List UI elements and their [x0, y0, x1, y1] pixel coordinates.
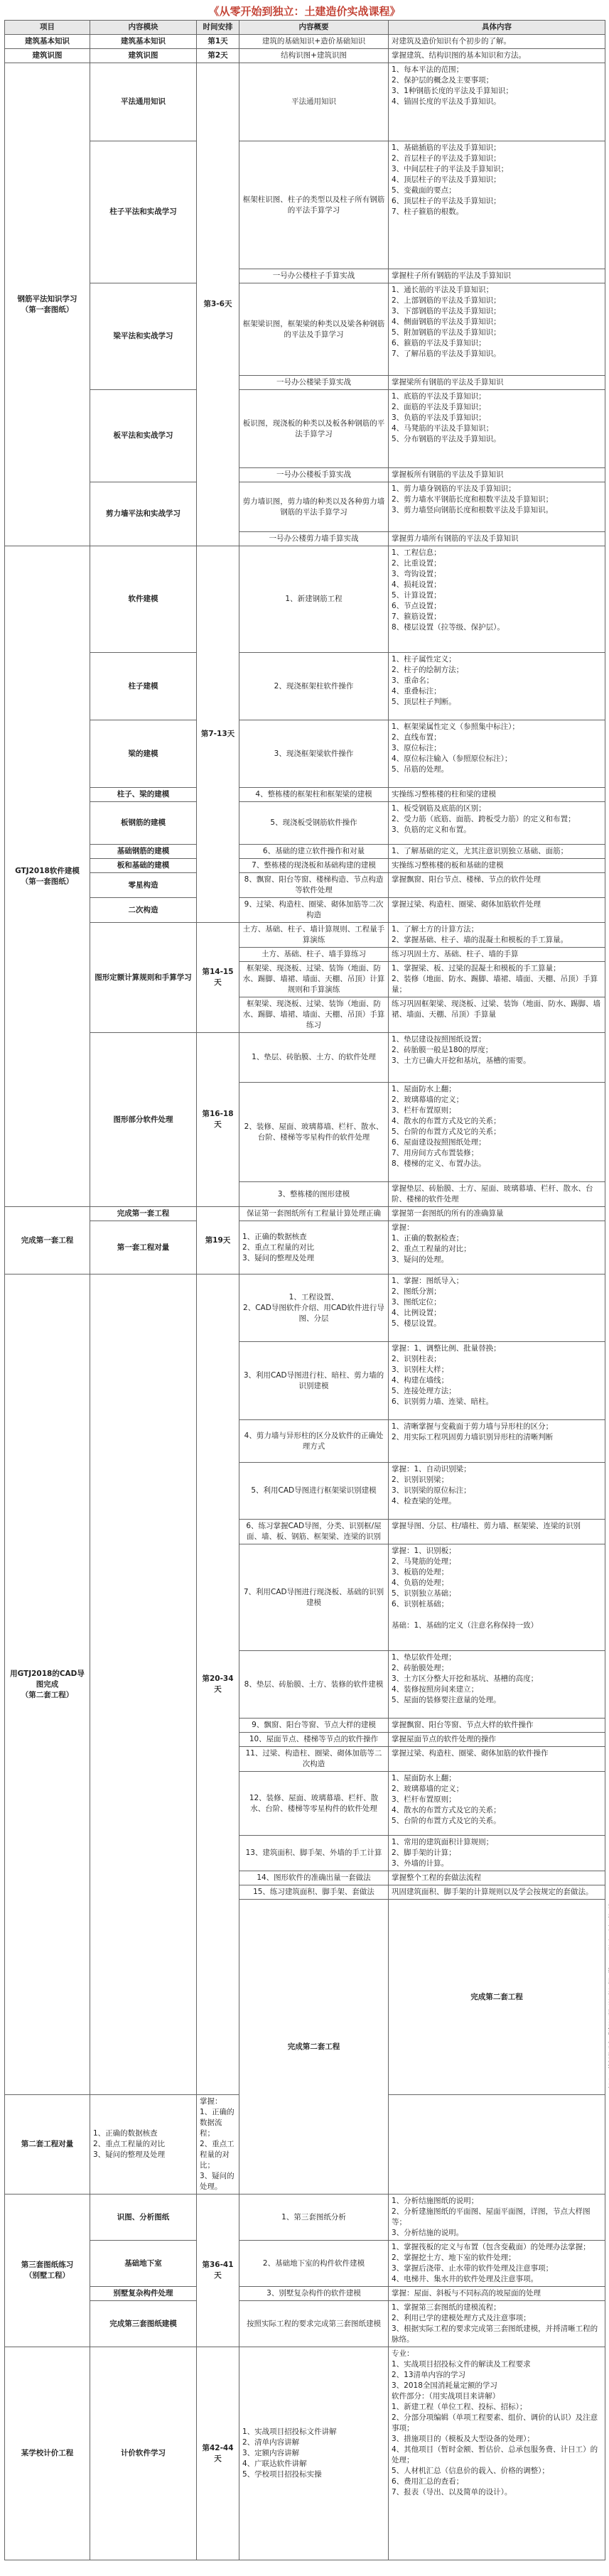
detail-cell: 实操练习整栋楼的板和基础的建模 — [389, 859, 605, 873]
detail-cell: 掌握： 1、正确的数据检查； 2、重点工程量的对比； 3、疑问的处理。 — [389, 1221, 605, 1275]
detail-cell: 1、掌握第三套图纸的建模流程； 2、利用已学的建模处理方式及注意事项； 3、根据实际工程的要求完成第三套图纸建模，并捋清晰工程的脉络。 — [389, 2301, 605, 2347]
detail-cell: 1、掌握：图纸导入； 2、图纸分割； 3、图纸定位； 4、比例设置； 5、楼层设置。 — [389, 1275, 605, 1342]
module-cell: 识图、分析图纸 — [90, 2195, 197, 2241]
table-row — [5, 2287, 605, 2301]
header-module: 内容模块 — [90, 21, 197, 35]
summary-cell: 1、第三套图纸分析 — [239, 2195, 389, 2241]
summary-cell: 一号办公楼梁手算实战 — [239, 376, 389, 390]
module-cell — [90, 1275, 197, 2095]
table-header-row — [5, 21, 605, 35]
table-row — [5, 2301, 605, 2347]
module-cell: 柱子平法和实战学习 — [90, 141, 197, 283]
module-cell: 完成第二套工程 — [389, 1900, 605, 2095]
detail-cell: 掌握：1、识别板； 2、马凳筋的处理； 3、板筋的处理； 4、负筋的处理； 5、识别独立基础； 6、识别桩基础； 基础：1、基础的定义（注意名称保持一致） — [389, 1544, 605, 1651]
detail-cell: 1、框架梁属性定义（参照集中标注）； 2、直线布置； 3、原位标注； 4、原位标注输入（参照原位标注）； 5、吊筋的处理。 — [389, 720, 605, 788]
module-cell: 柱子建模 — [90, 653, 197, 720]
detail-cell: 实操练习整栋楼的柱和梁的建模 — [389, 788, 605, 802]
module-cell: 计价软件学习 — [90, 2347, 197, 2560]
summary-cell: 1、垫层、砖胎膜、土方、的软件处理 — [239, 1033, 389, 1083]
detail-cell: 掌握垫层、砖胎膜、土方、屋面、玻璃幕墙、栏杆、散水、台阶、楼梯的软件处理 — [389, 1182, 605, 1207]
time-cell: 第3-6天 — [197, 63, 239, 546]
module-cell: 柱子、梁的建模 — [90, 788, 197, 802]
summary-cell: 6、基础的建立软件操作和对量 — [239, 845, 389, 859]
module-cell: 完成第三套图纸建模 — [90, 2301, 197, 2347]
detail-cell: 1、掌握筏板的定义与布置（包含变截面）的处理办法掌握； 2、掌握挖土方、地下室的软件处理； 3、掌握后浇带、止水带的软件处理及注意事项； 4、电梯井、集水井的软件处理及注意事项。 — [389, 2241, 605, 2287]
module-cell: 板平法和实战学习 — [90, 390, 197, 482]
header-project: 项目 — [5, 21, 90, 35]
detail-cell: 1、了解土方的计算方法； 2、掌握基础、柱子、墙的混凝土和模板的手工算量。 — [389, 923, 605, 948]
detail-cell: 对建筑及造价知识有个初步的了解。 — [389, 35, 605, 49]
summary-cell: 一号办公楼板手算实战 — [239, 468, 389, 482]
detail-cell: 1、每本平法的范围； 2、保护层的概念及主要事项； 3、1种钢筋长度的平法及手算知识； 4、锚固长度的平法及手算知识。 — [389, 63, 605, 141]
detail-cell: 掌握过梁、构造柱、圈梁、砌体加筋软件处理 — [389, 898, 605, 923]
table-row — [5, 141, 605, 269]
page-title: 《从零开始到独立：土建造价实战课程》 — [208, 5, 401, 18]
project-cell: 完成第一套工程 — [5, 1207, 90, 1275]
table-row — [5, 788, 605, 802]
module-cell: 图形部分软件处理 — [90, 1033, 197, 1207]
project-cell: 建筑基本知识 — [5, 35, 90, 49]
detail-cell: 掌握柱子所有钢筋的平法及手算知识 — [389, 269, 605, 283]
module-cell: 第一套工程对量 — [90, 1221, 197, 1275]
module-cell: 板钢筋的建模 — [90, 802, 197, 845]
detail-cell: 掌握整个工程的套做法流程 — [389, 1871, 605, 1885]
module-cell: 剪力墙平法和实战学习 — [90, 482, 197, 546]
project-cell: 某学校计价工程 — [5, 2347, 90, 2560]
module-cell: 建筑识图 — [90, 49, 197, 63]
detail-cell: 专业： 1、实战项目招投标文件的解读及工程要求 2、13清单内容的学习 3、2018全国消耗量定额的学习 软件部分：（用实战项目来讲解） 1、新建工程（单位工程、投标、招标）； 2、分部分项编辑（单项工程要素、组价、调价的认识）及注意事项； 3、措施项目的（模板及大型设备的处理）； 4、其他项目（暂时金额、暂估价、总承包服务费、计日工）的处理； 5、人材机汇总（信息价的载入、价格的调整）； 6、费用汇总的查看； 7、报表（导出、以及简单的设计）。 — [389, 2347, 605, 2560]
detail-cell: 1、掌握梁、板、过梁的混凝土和模板的手工算量； 2、装修（地面、防水、踢脚、墙裙、墙面、天棚、吊顶）手算量； — [389, 962, 605, 997]
summary-cell: 板识图，现浇板的种类以及板各种钢筋的平法手算学习 — [239, 390, 389, 468]
summary-cell: 9、飘窗、阳台等窗、节点大样的建模 — [239, 1719, 389, 1733]
table-row — [5, 923, 605, 948]
summary-cell: 15、练习建筑面积、脚手架、套做法 — [239, 1885, 389, 1900]
project-cell: 钢筋平法知识学习 （第一套图纸） — [5, 63, 90, 546]
summary-cell: 2、基础地下室的构件软件建模 — [239, 2241, 389, 2287]
module-cell: 软件建模 — [90, 546, 197, 653]
table-row — [5, 898, 605, 923]
summary-cell: 3、整栋楼的图形建模 — [239, 1182, 389, 1207]
detail-cell: 练习巩固土方、基础、柱子、墙的手算 — [389, 948, 605, 962]
detail-cell: 1、屋面防水上翻； 2、玻璃幕墙的定义； 3、栏杆布置原则； 4、散水的布置方式及它的关系； 5、台阶的布置方式及它的关系； 6、屋面建设按照图纸处理； 7、用房间方式布置装修； 8、楼梯的定义、布置办法。 — [389, 1083, 605, 1182]
project-cell: 建筑识图 — [5, 49, 90, 63]
detail-cell: 掌握： 1、正确的数据流程； 2、重点工程量的对比； 3、疑问的处理。 — [197, 2095, 239, 2195]
table-row — [5, 1221, 605, 1275]
project-cell: 用GTJ2018的CAD导图完成 （第二套工程） — [5, 1275, 90, 2095]
table-row — [5, 802, 605, 845]
summary-cell: 6、练习掌握CAD导图，分类、识别框/屋面、墙、板、钢筋、框架梁、连梁的识别 — [239, 1520, 389, 1544]
summary-cell: 框架梁、现浇板、过梁、装饰（地面、防水、踢脚、墙裙、墙面、天棚、吊顶）计算规则和手算演练 — [239, 962, 389, 997]
detail-cell: 掌握第一套图纸的所有的准确算量 — [389, 1207, 605, 1221]
summary-cell: 框架梁、现浇板、过梁、装饰（地面、防水、踢脚、墙裙、墙面、天棚、吊顶）手算练习 — [239, 997, 389, 1033]
table-row — [5, 390, 605, 468]
module-cell: 基础钢筋的建模 — [90, 845, 197, 859]
course-table — [4, 20, 605, 2560]
detail-cell: 1、屋面防水上翻； 2、玻璃幕墙的定义； 3、栏杆布置原则； 4、散水的布置方式及它的关系； 5、台阶的布置方式及它的关系。 — [389, 1772, 605, 1836]
detail-cell: 1、垫层软件处理； 2、砖胎膜处理； 3、土方区分整大开挖和基坑、基槽的高度； 4、装修按照房间来建立； 5、屋面的装修要注意量的处理。 — [389, 1651, 605, 1719]
table-row — [5, 859, 605, 873]
summary-cell: 1、正确的数据核查 2、重点工程量的对比 3、疑问的整理及处理 — [239, 1221, 389, 1275]
detail-cell: 1、柱子属性定义； 2、柱子的绘制方法； 3、重命名； 4、重叠标注； 5、顶层柱子判断。 — [389, 653, 605, 720]
detail-cell: 掌握：1、调整比例、批量替换； 2、识别柱表； 3、识别柱大样； 4、构建在墙线； 5、连接处理方法； 6、识别剪力墙、连梁、暗柱。 — [389, 1342, 605, 1420]
module-cell: 梁平法和实战学习 — [90, 283, 197, 390]
summary-cell: 5、现浇板受钢筋软件操作 — [239, 802, 389, 845]
detail-cell: 1、了解基础的定义，尤其注意识别独立基础、面筋； — [389, 845, 605, 859]
module-cell: 建筑基本知识 — [90, 35, 197, 49]
summary-cell: 框架梁识图，框架梁的种类以及梁各种钢筋的平法及手算学习 — [239, 283, 389, 376]
header-summary: 内容概要 — [239, 21, 389, 35]
summary-cell: 7、利用CAD导图进行现浇板、基础的识别建模 — [239, 1544, 389, 1651]
summary-cell: 建筑的基础知识+造价基础知识 — [239, 35, 389, 49]
time-cell: 第14-15天 — [197, 923, 239, 1033]
table-row — [5, 482, 605, 532]
time-cell: 第20-34天 — [197, 1275, 239, 2095]
table-row — [5, 845, 605, 859]
detail-cell: 1、底筋的平法及手算知识； 2、面筋的平法及手算知识； 3、负筋的平法及手算知识； 4、马凳筋的平法及手算知识； 5、分布钢筋的平法及手算知识。 — [389, 390, 605, 468]
detail-cell: 1、工程信息； 2、比重设置； 3、弯钩设置； 4、损耗设置； 5、计算设置； 6、节点设置； 7、箍筋设置； 8、楼层设置（拉等级、保护层）。 — [389, 546, 605, 653]
detail-cell: 1、通长筋的平法及手算知识； 2、上部钢筋的平法及手算知识； 3、下部钢筋的平法及手算知识； 4、侧面钢筋的平法及手算知识； 5、附加钢筋的平法及手算知识； 6、箍筋的平法及手算知识； 7、了解吊筋的平法及手算知识。 — [389, 283, 605, 376]
detail-cell: 练习巩固框架梁、现浇板、过梁、装饰（地面、防水、踢脚、墙裙、墙面、天棚、吊顶）手算量 — [389, 997, 605, 1033]
summary-cell: 10、屋面节点、楼梯等节点的软件操作 — [239, 1733, 389, 1747]
time-cell: 第16-18天 — [197, 1033, 239, 1207]
module-cell: 别墅复杂构件处理 — [90, 2287, 197, 2301]
table-row — [5, 63, 605, 141]
detail-cell: 1、常用的建筑面积计算规则； 2、脚手架的计算； 3、外墙的计算。 — [389, 1836, 605, 1871]
module-cell: 第二套工程对量 — [5, 2095, 90, 2195]
time-cell: 第1天 — [197, 35, 239, 49]
table-row — [5, 2195, 605, 2241]
summary-cell: 3、别墅复杂构件的软件建模 — [239, 2287, 389, 2301]
detail-cell: 掌握建筑、结构识图的基本知识和方法。 — [389, 49, 605, 63]
detail-cell: 1、分析结施图纸的说明； 2、分析建施图纸的平面图、屋面平面图，详图，节点大样图等； 3、分析结施的说明。 — [389, 2195, 605, 2241]
summary-cell: 2、现浇框架柱软件操作 — [239, 653, 389, 720]
summary-cell: 5、利用CAD导图进行框架梁识别建模 — [239, 1463, 389, 1520]
summary-cell: 3、现浇框架梁软件操作 — [239, 720, 389, 788]
table-row — [5, 49, 605, 63]
detail-cell: 1、清晰掌握与变截面于剪力墙与异形柱的区分； 2、用实际工程巩固剪力墙识别异形柱的清晰判断 — [389, 1420, 605, 1463]
table-row — [5, 35, 605, 49]
table-row — [5, 2347, 605, 2560]
summary-cell: 7、整栋楼的现浇板和基础构建的建模 — [239, 859, 389, 873]
detail-cell: 掌握导图、分层、柱/墙柱、剪力墙、框架梁、连梁的识别 — [389, 1520, 605, 1544]
summary-cell: 1、工程设置、 2、CAD导图软件介绍、用CAD软件进行导图、分层 — [239, 1275, 389, 1342]
module-cell: 图形定额计算规则和手算学习 — [90, 923, 197, 1033]
summary-cell: 平法通用知识 — [239, 63, 389, 141]
summary-cell: 结构识图+建筑识图 — [239, 49, 389, 63]
detail-cell: 巩固建筑面积、脚手架的计算规则以及学会按规定的套做法。 — [389, 1885, 605, 1900]
detail-cell: 掌握剪力墙所有钢筋的平法及手算知识 — [389, 532, 605, 546]
module-cell: 基础地下室 — [90, 2241, 197, 2287]
summary-cell: 框架柱识图、柱子的类型以及柱子所有钢筋的平法手算学习 — [239, 141, 389, 269]
summary-cell: 剪力墙识图，剪力墙的种类以及各种剪力墙钢筋的平法手算学习 — [239, 482, 389, 532]
summary-cell: 12、装修、屋面、玻璃幕墙、栏杆、散水、台阶、楼梯等零星构件的软件处理 — [239, 1772, 389, 1836]
summary-cell: 4、剪力墙与异形柱的区分及软件的正确处理方式 — [239, 1420, 389, 1463]
detail-cell: 掌握：屋面、斜板与不同标高的坡屋面的处理 — [389, 2287, 605, 2301]
table-row — [5, 1207, 605, 1221]
detail-cell: 掌握飘窗、阳台等窗、节点大样的软件操作 — [389, 1719, 605, 1733]
summary-cell: 保证第一套图纸所有工程量计算处理正确 — [239, 1207, 389, 1221]
table-row — [5, 2241, 605, 2287]
table-row — [5, 653, 605, 720]
summary-cell: 11、过梁、构造柱、圈梁、砌体加筋等二次构造 — [239, 1747, 389, 1772]
table-row — [5, 720, 605, 788]
project-cell: 完成第二套工程 — [239, 1900, 389, 2195]
summary-cell: 按照实际工程的要求完成第三套图纸建模 — [239, 2301, 389, 2347]
time-cell: 第36-41天 — [197, 2195, 239, 2347]
summary-cell: 4、整栋楼的框架柱和框架梁的建模 — [239, 788, 389, 802]
summary-cell: 13、建筑面积、脚手架、外墙的手工计算 — [239, 1836, 389, 1871]
summary-cell: 14、图形软件的准确出量一套做法 — [239, 1871, 389, 1885]
detail-cell: 1、基础插筋的平法及手算知识； 2、首层柱子的平法及手算知识； 3、中间层柱子的平法及手算知识； 4、顶层柱子的平法及手算知识； 5、变截面的要点； 6、顶层柱子的平法及手算知识； 7、柱子箍筋的根数。 — [389, 141, 605, 269]
header-time: 时间安排 — [197, 21, 239, 35]
module-cell: 梁的建模 — [90, 720, 197, 788]
detail-cell: 1、垫层建设按照图纸设置； 2、砖胎膜一般是180的厚度； 3、土方已确大开挖和基坑，基槽的需要。 — [389, 1033, 605, 1083]
summary-cell: 2、装修、屋面、玻璃幕墙、栏杆、散水、台阶、楼梯等零星构件的软件处理 — [239, 1083, 389, 1182]
detail-cell: 掌握：1、自动识别梁； 2、识别识别梁； 3、识别梁的原位标注； 4、检查梁的处理。 — [389, 1463, 605, 1520]
detail-cell: 掌握过梁、构造柱、圈梁、砌体加筋的软件操作 — [389, 1747, 605, 1772]
detail-cell: 掌握板所有钢筋的平法及手算知识 — [389, 468, 605, 482]
module-cell: 零星构造 — [90, 873, 197, 898]
project-cell: 第三套图纸练习 （别墅工程） — [5, 2195, 90, 2347]
summary-cell: 8、垫层、砖胎膜、土方、装修的软件建模 — [239, 1651, 389, 1719]
summary-cell: 土方、基础、柱子、墙计算规则、工程量手算演练 — [239, 923, 389, 948]
detail-cell: 掌握梁所有钢筋的平法及手算知识 — [389, 376, 605, 390]
summary-cell: 8、飘窗、阳台等窗、楼梯构造、节点构造等软件处理 — [239, 873, 389, 898]
detail-cell: 1、板受钢筋及底筋的区别； 2、受力筋（底筋、面筋、跨板受力筋）的定义和布置； 3、负筋的定义和布置。 — [389, 802, 605, 845]
module-cell: 二次构造 — [90, 898, 197, 923]
module-cell: 板和基础的建模 — [90, 859, 197, 873]
table-row — [5, 1275, 605, 1342]
time-cell: 第7-13天 — [197, 546, 239, 923]
summary-cell: 1、新建钢筋工程 — [239, 546, 389, 653]
summary-cell: 1、实战项目招投标文件讲解 2、清单内容讲解 3、定额内容讲解 4、广联达软件讲解 5、学校项目招投标实操 — [239, 2347, 389, 2560]
summary-cell: 1、正确的数据核查 2、重点工程量的对比 3、疑问的整理及处理 — [90, 2095, 197, 2195]
table-row — [5, 283, 605, 376]
table-row — [5, 873, 605, 898]
time-cell: 第42-44天 — [197, 2347, 239, 2560]
summary-cell: 3、利用CAD导图进行柱、暗柱、剪力墙的识别建模 — [239, 1342, 389, 1420]
module-cell: 完成第一套工程 — [90, 1207, 197, 1221]
time-cell: 第2天 — [197, 49, 239, 63]
table-row — [5, 1033, 605, 1083]
detail-cell: 1、剪力墙身钢筋的平法及手算知识； 2、剪力墙水平钢筋长度和根数平法及手算知识； 3、剪力墙竖向钢筋长度和根数平法及手算知识。 — [389, 482, 605, 532]
summary-cell: 一号办公楼柱子手算实战 — [239, 269, 389, 283]
project-cell: GTJ2018软件建模 （第一套图纸） — [5, 546, 90, 1207]
time-cell: 第19天 — [197, 1207, 239, 1275]
detail-cell: 掌握屋面节点的软件处理的操作 — [389, 1733, 605, 1747]
summary-cell: 一号办公楼剪力墙手算实战 — [239, 532, 389, 546]
summary-cell: 土方、基础、柱子、墙手算练习 — [239, 948, 389, 962]
detail-cell: 掌握飘窗、阳台节点、楼梯、节点的软件处理 — [389, 873, 605, 898]
module-cell: 平法通用知识 — [90, 63, 197, 141]
table-row — [5, 546, 605, 653]
summary-cell: 9、过梁、构造柱、圈梁、砌体加筋等二次构造 — [239, 898, 389, 923]
header-detail: 具体内容 — [389, 21, 605, 35]
